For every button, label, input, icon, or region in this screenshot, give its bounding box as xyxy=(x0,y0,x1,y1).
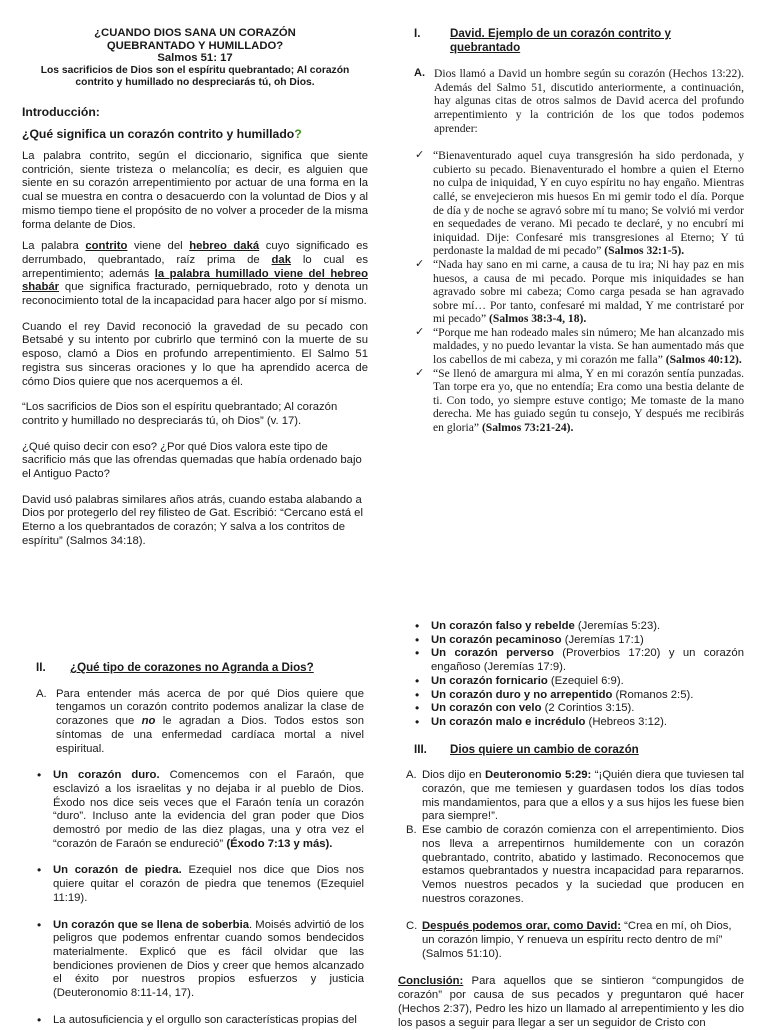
psalm-quote-ref: (Salmos 73:21-24). xyxy=(481,421,574,435)
heart-type-item xyxy=(414,620,744,634)
heart-type-ref: (2 Corintios 3:15). xyxy=(541,702,635,715)
heart-type-name: Un corazón malo e incrédulo xyxy=(431,715,586,728)
section-3-letter-a: A. xyxy=(406,769,417,782)
psalm-quote xyxy=(414,326,744,367)
scripture-reference: Salmos 51: 17 xyxy=(157,52,233,65)
psalm-quote-text: “Nada hay sano en mi carne, a causa de tu ira; Ni hay paz en mis huesos, a causa de mi pecado. Porque mis iniquidades se han agravado sobre mi cabeza; Como carga pesada se han agravado sobre mí… Por tanto, confesaré mi maldad, Y me contristaré por mi pecado” xyxy=(433,257,744,326)
heart-type-name: Un corazón fornicario xyxy=(431,674,548,687)
intro-paragraph-2 xyxy=(22,240,368,309)
intro-question xyxy=(22,128,368,142)
section-2-heading xyxy=(36,661,364,675)
section-3-number: III. xyxy=(414,742,427,756)
section-3-title: Dios quiere un cambio de corazón xyxy=(450,742,639,756)
heart-type-desc: La autosuficiencia y el orgullo son características propias del xyxy=(53,1013,357,1026)
section-1-letter-a: A. xyxy=(414,67,425,80)
psalm-quote-ref: (Salmos 38:3-4, 18). xyxy=(489,312,587,326)
heart-type-ref: (Jeremías 5:23). xyxy=(574,620,661,632)
key-verse: Los sacrificios de Dios son el espíritu quebrantado; Al corazón contrito y humillado no despreciarás tú, oh Dios. xyxy=(40,64,350,89)
psalm-quote-text: “Porque me han rodeado males sin número; Me han alcanzado mis maldades, y no puedo levantar la vista. Se han aumentado más que los cabellos de mi cabeza, y mi corazón me falla” xyxy=(433,325,744,367)
heart-type-item xyxy=(36,1014,364,1028)
p2-text-c: viene del xyxy=(127,240,190,253)
heart-type-name: Un corazón duro. xyxy=(53,769,160,782)
section-2-title: ¿Qué tipo de corazones no Agranda a Dios? xyxy=(70,661,314,674)
section-3-point-b-text: Ese cambio de corazón comienza con el arrepentimiento. Dios nos lleva a arrepentirnos humildemente con un corazón quebrantado, contrito, abatido y lastimado. Reconocemos que estamos quebrantados y nuestra incapacidad para repararnos. Vemos nuestros pecados y la suciedad que producen en nuestros corazones. xyxy=(422,824,744,905)
section-3-point-a xyxy=(406,769,744,824)
intro-paragraph-4: “Los sacrificios de Dios son el espíritu quebrantado; Al corazón contrito y humillado no despreciarás tú, oh Dios” (v. 17). xyxy=(22,401,338,427)
conclusion-label: Conclusión: xyxy=(398,975,464,988)
heart-type-item xyxy=(414,702,744,716)
section-1-point-a xyxy=(414,67,744,135)
section-1-point-a-text: Dios llamó a David un hombre según su corazón (Hechos 13:22). Además del Salmo 51, discutido anteriormente, a continuación, hay algunas citas de otros salmos de David acerca del profundo arrepentimiento y la contrición de los que todos podemos aprender: xyxy=(434,67,744,135)
p2-dak: dak xyxy=(271,253,291,266)
section-2-letter-a: A. xyxy=(36,687,47,700)
sermon-title: ¿CUANDO DIOS SANA UN CORAZÓN QUEBRANTADO Y HUMILLADO? xyxy=(94,27,296,52)
david-psalm-quotes xyxy=(414,149,744,434)
intro-paragraph-5: ¿Qué quiso decir con eso? ¿Por qué Dios valora este tipo de sacrificio más que las ofrendas quemadas que había ordenado bajo el Antiguo Pacto? xyxy=(22,440,362,481)
s3a-post: “¡Quién diera que tuviesen tal corazón, que me temiesen y guardasen todos los días todos mis mandamientos, para que a ellos y a sus hijos les fuese bien para siempre!”. xyxy=(422,769,744,823)
section-2-point-a xyxy=(36,688,364,757)
heart-type-item xyxy=(414,647,744,674)
heart-type-item xyxy=(36,864,364,905)
s3a-pre: Dios dijo en xyxy=(422,769,485,782)
heart-type-ref: (Hebreos 3:12). xyxy=(585,715,668,728)
heart-type-ref: (Romanos 2:5). xyxy=(612,688,694,701)
heart-type-ref: (Proverbios 17:20) y un corazón engañoso (Jeremías 17:9). xyxy=(431,647,745,674)
intro-paragraph-3: Cuando el rey David reconoció la gravedad de su pecado con Betsabé y su intento por cubrirlo que terminó con la muerte de su esposo, clamó a Dios en profundo arrepentimiento. El Salmo 51 registra sus sinceras oraciones y lo que ha aprendido acerca de cómo Dios quiere que nos acerquemos a él. xyxy=(22,320,368,388)
heart-type-ref: (Éxodo 7:13 y más). xyxy=(223,837,333,850)
heart-type-name: Un corazón perverso xyxy=(431,647,554,660)
section-2-number: II. xyxy=(36,661,46,674)
psalm-quote xyxy=(414,258,744,326)
heart-type-item xyxy=(414,716,744,730)
heart-type-name: Un corazón que se llena de soberbia xyxy=(53,918,249,931)
psalm-quote-ref: (Salmos 32:1-5). xyxy=(604,244,685,258)
psalm-quote xyxy=(414,367,744,435)
intro-question-mark: ? xyxy=(294,127,302,142)
heart-types-list-right xyxy=(414,620,744,730)
heart-type-ref: (Ezequiel 6:9). xyxy=(547,674,624,687)
section-3-letter-b: B. xyxy=(406,824,417,837)
heart-type-desc: . Moisés advirtió de los peligros que podemos enfrentar cuando somos bendecidos materialmente. Explicó que es fácil olvidar que las bendiciones provienen de Dios y creer que hemos alcanzado el éxito por nuestros propios esfuerzos y justicia (Deuteronomio 8:11-14, 17). xyxy=(53,918,364,1000)
p2-text-e: cuyo significado es derrumbado, quebrantado, raíz prima de xyxy=(22,240,369,266)
s3c-bold: Después podemos orar, como David: xyxy=(422,920,622,933)
psalm-quote-text: “Bienaventurado aquel cuya transgresión ha sido perdonada, y cubierto su pecado. Bienaventurado el hombre a quien el Eterno no culpa de iniquidad, Y en cuyo espíritu no hay engaño. Mientras callé, se envejecieron mis huesos En mi gemir todo el día. Porque de día y de noche se agravó sobre mí tu mano; Se volvió mi verdor en sequedades de verano. Mi pecado te declaré, y no encubrí mi iniquidad. Dije: Confesaré mis transgresiones al Eterno; Y tú perdonaste la maldad de mi pecado” xyxy=(433,149,744,258)
heart-type-ref: (Jeremías 17:1) xyxy=(561,633,644,646)
heart-type-name: Un corazón duro y no arrepentido xyxy=(431,688,613,701)
intro-heading: Introducción: xyxy=(22,104,100,119)
heart-type-item xyxy=(414,689,744,703)
s3a-ref: Deuteronomio 5:29: xyxy=(484,769,592,782)
section-3-letter-c: C. xyxy=(406,920,418,933)
section-3-point-c-text xyxy=(422,920,744,961)
s2a-post: le agradan a Dios. Todos estos son síntomas de una enfermedad cardíaca mortal a nivel espiritual. xyxy=(56,715,364,755)
heart-type-item xyxy=(414,634,744,648)
intro-paragraph-1: La palabra contrito, según el diccionario, significa que siente contrición, siente tristeza o melancolía; es decir, es alguien que siente en su corazón arrepentimiento por actuar de una forma en la cual se muestra en contra o desacuerdo con la voluntad de Dios y al mismo tiempo tiene el propósito de no volver a proceder de la misma forma delante de Dios. xyxy=(22,150,368,231)
left-top-column xyxy=(22,27,368,549)
section-1-title: David. Ejemplo de un corazón contrito y quebrantado xyxy=(449,27,671,54)
p2-humillado-shabar: la palabra humillado viene del hebreo shabár xyxy=(22,267,368,294)
section-3-heading xyxy=(414,743,744,757)
right-bottom-column xyxy=(398,620,745,1030)
s2a-no: no xyxy=(141,715,156,728)
heart-type-item xyxy=(414,675,744,689)
sermon-header xyxy=(22,27,368,90)
p2-text-a: La palabra xyxy=(22,240,86,253)
intro-question-text: ¿Qué significa un corazón contrito y humillado xyxy=(22,127,295,142)
right-top-column xyxy=(414,27,744,435)
psalm-quote-text: “Se llenó de amargura mi alma, Y en mi corazón sentía punzadas. Tan torpe era yo, que no entendía; Era como una bestia delante de ti. Con todo, yo siempre estuve contigo; Me tomaste de la mano derecha. Me has guiado según tu consejo, Y después me recibirás en gloria” xyxy=(433,366,744,435)
section-2-point-a-text xyxy=(52,688,364,757)
psalm-quote-ref: (Salmos 40:12). xyxy=(665,353,742,367)
heart-type-desc: Comencemos con el Faraón, que esclavizó a los israelitas y no dejaba ir al pueblo de Dios. Éxodo nos dice seis veces que el Faraón tenía un corazón “duro”. Incluso ante la evidencia del gran poder que Dios demostró por medio de las diez plagas, una y otra vez el “corazón de Faraón se endureció” xyxy=(53,769,365,850)
p2-text-i: que significa fracturado, perniquebrado, roto y denota un reconocimiento total de la incapacidad para hacer algo por sí mismo. xyxy=(22,281,368,308)
p2-hebreo-daka: hebreo daká xyxy=(189,240,260,253)
heart-type-item xyxy=(36,769,364,851)
section-3-point-b xyxy=(406,824,744,906)
heart-types-list-left xyxy=(36,769,364,1027)
section-3-point-a-text xyxy=(422,769,744,824)
heart-type-name: Un corazón de piedra. xyxy=(53,864,182,877)
intro-paragraph-6: David usó palabras similares años atrás, cuando estaba alabando a Dios por protegerlo del rey filisteo de Gat. Escribió: “Cercano está el Eterno a los quebrantados de corazón; Y salva a los contritos de espíritu” (Salmos 34:18). xyxy=(22,493,363,547)
heart-type-name: Un corazón con velo xyxy=(431,702,542,715)
psalm-quote xyxy=(414,149,744,258)
left-bottom-column xyxy=(36,661,364,1027)
s3c-text: “Crea en mí, oh Dios, un corazón limpio, Y renueva un espíritu recto dentro de mí” (Salmos 51:10). xyxy=(422,920,732,960)
heart-type-item xyxy=(36,919,364,1001)
section-1-number: I. xyxy=(414,27,421,40)
heart-type-desc: Ezequiel nos dice que Dios nos quiere quitar el corazón de piedra que tenemos (Ezequiel 11:19). xyxy=(53,864,365,904)
p2-contrito: contrito xyxy=(85,240,128,253)
heart-type-name: Un corazón falso y rebelde xyxy=(431,620,575,632)
section-3-point-c xyxy=(406,920,744,961)
p2-text-g: lo cual es arrepentimiento; además xyxy=(22,253,368,280)
heart-type-name: Un corazón pecaminoso xyxy=(431,633,562,646)
s2a-pre: Para entender más acerca de por qué Dios quiere que tengamos un corazón contrito podemos analizar la clase de corazones que xyxy=(56,687,364,728)
conclusion-paragraph xyxy=(398,975,744,1030)
section-1-heading xyxy=(414,27,744,54)
conclusion-text: Para aquellos que se sintieron “compungidos de corazón” por causa de sus pecados y preguntaron qué hacer (Hechos 2:37), Pedro les hizo un llamado al arrepentimiento y les dio los pasos a seguir para llegar a ser un seguidor de Cristo con xyxy=(398,975,744,1029)
